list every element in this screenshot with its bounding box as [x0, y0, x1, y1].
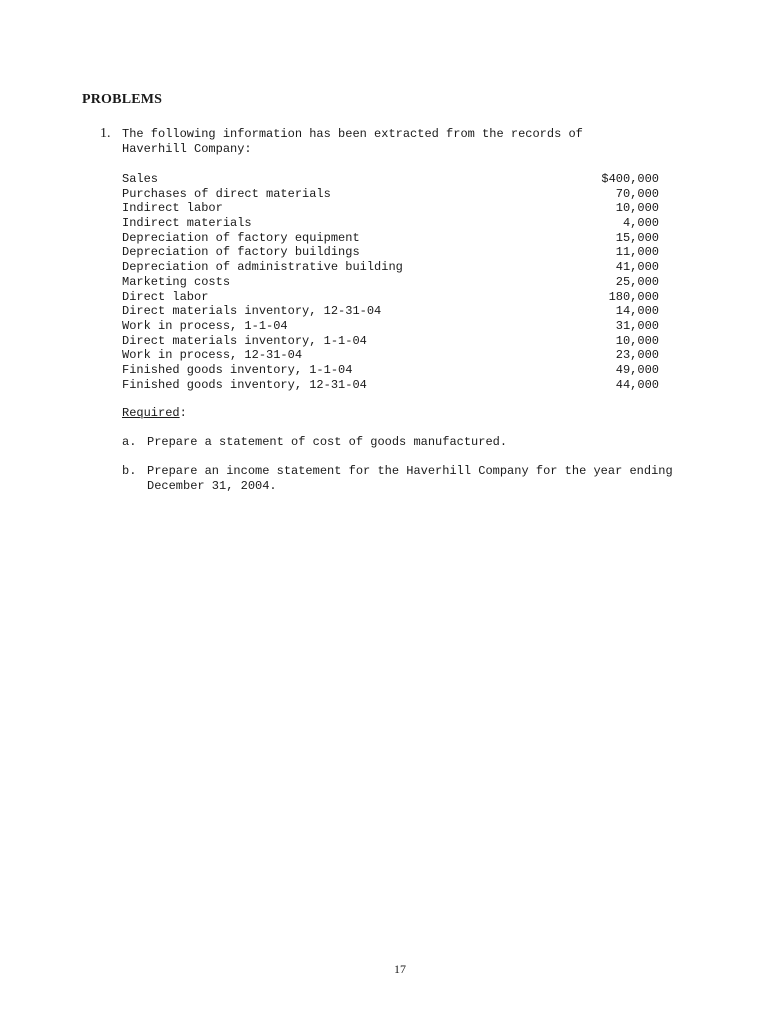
- required-colon: :: [179, 406, 187, 420]
- row-label: Depreciation of administrative building: [122, 260, 403, 275]
- required-label: Required: [122, 406, 180, 420]
- row-value: 180,000: [608, 289, 659, 304]
- row-value: 10,000: [615, 201, 659, 216]
- account-table: [122, 172, 659, 392]
- row-label: Indirect labor: [122, 201, 223, 216]
- table-row: [122, 348, 659, 363]
- row-value: $400,000: [601, 172, 659, 186]
- row-value: 11,000: [615, 245, 659, 260]
- required-heading: [122, 406, 187, 421]
- row-value: 15,000: [615, 230, 659, 245]
- page-number: 17: [394, 962, 406, 976]
- row-label: Finished goods inventory, 12-31-04: [122, 377, 367, 392]
- row-label: Purchases of direct materials: [122, 186, 331, 201]
- row-label: Direct materials inventory, 12-31-04: [122, 304, 382, 319]
- row-label: Work in process, 1-1-04: [122, 318, 288, 333]
- problem-number: 1.: [100, 126, 111, 141]
- row-label: Indirect materials: [122, 216, 252, 231]
- row-value: 23,000: [615, 348, 659, 363]
- row-value: 4,000: [622, 216, 659, 231]
- row-label: Depreciation of factory equipment: [122, 230, 360, 245]
- table-row: [122, 304, 659, 319]
- row-label: Sales: [122, 172, 159, 186]
- table-row: [122, 319, 659, 334]
- row-label: Finished goods inventory, 1-1-04: [122, 362, 353, 377]
- requirement-letter: a.: [122, 435, 137, 449]
- row-value: 41,000: [615, 260, 659, 275]
- row-value: 31,000: [615, 318, 659, 333]
- table-row: [122, 334, 659, 349]
- table-row: [122, 187, 659, 202]
- row-value: 10,000: [615, 333, 659, 348]
- problem-intro: [122, 127, 583, 156]
- table-row: [122, 245, 659, 260]
- requirement-text: Prepare a statement of cost of goods manufactured.: [147, 435, 508, 449]
- requirement-text: [147, 464, 673, 493]
- intro-line: Haverhill Company:: [122, 141, 252, 156]
- row-value: 25,000: [615, 274, 659, 289]
- row-value: 70,000: [615, 186, 659, 201]
- table-row: [122, 363, 659, 378]
- intro-line: The following information has been extracted from the records of: [122, 127, 583, 141]
- table-row: [122, 231, 659, 246]
- row-value: 44,000: [615, 377, 659, 392]
- table-row: [122, 172, 659, 187]
- row-label: Direct materials inventory, 1-1-04: [122, 333, 367, 348]
- table-row: [122, 201, 659, 216]
- table-row: [122, 378, 659, 393]
- row-label: Marketing costs: [122, 274, 231, 289]
- row-value: 14,000: [615, 304, 659, 319]
- table-row: [122, 216, 659, 231]
- requirement-line: December 31, 2004.: [147, 478, 277, 493]
- row-label: Work in process, 12-31-04: [122, 348, 303, 363]
- requirement-letter: b.: [122, 464, 137, 478]
- row-label: Direct labor: [122, 289, 209, 304]
- requirement-a: [122, 435, 507, 450]
- row-value: 49,000: [615, 362, 659, 377]
- table-row: [122, 260, 659, 275]
- table-row: [122, 275, 659, 290]
- table-row: [122, 290, 659, 305]
- row-label: Depreciation of factory buildings: [122, 245, 360, 260]
- requirement-line: Prepare an income statement for the Haverhill Company for the year ending: [147, 464, 673, 478]
- section-heading: PROBLEMS: [82, 92, 163, 107]
- requirement-b: [122, 464, 673, 493]
